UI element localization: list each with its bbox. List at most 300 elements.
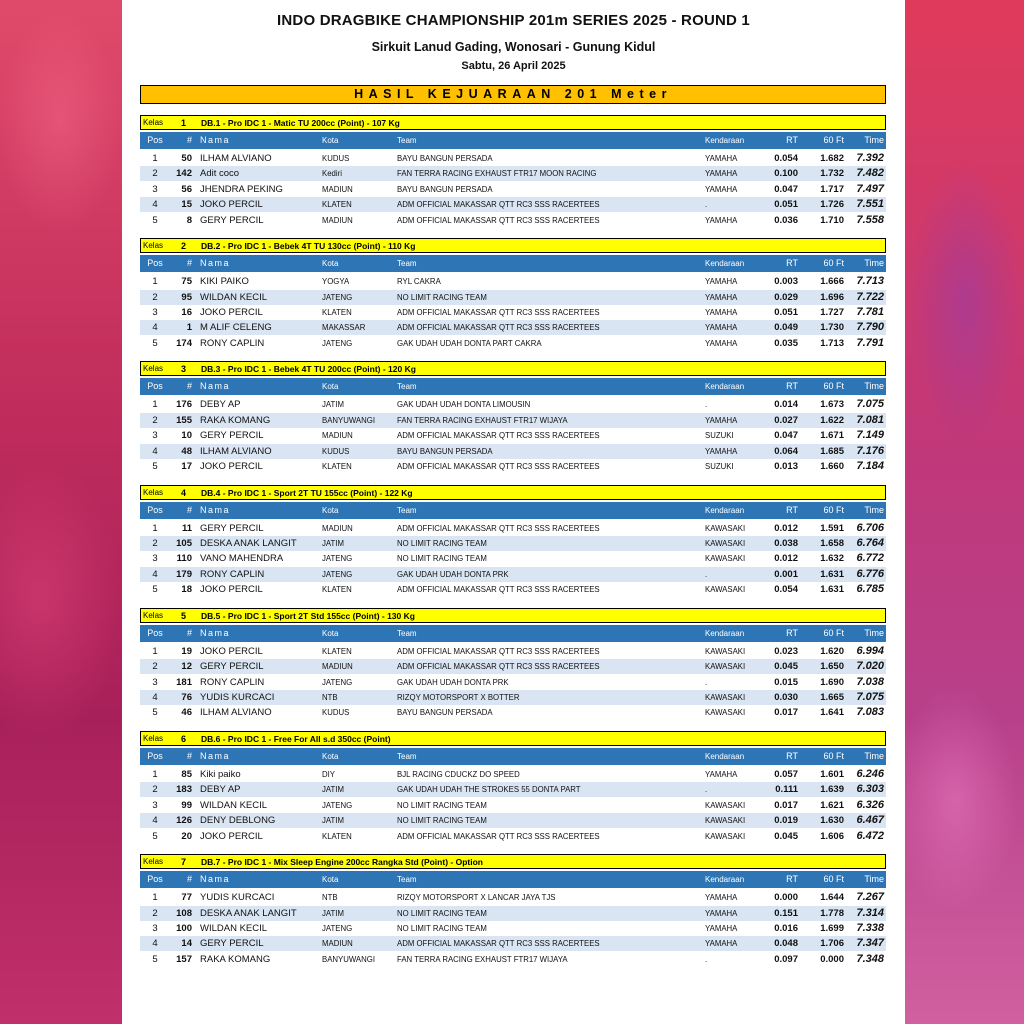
cell-kendaraan: . (705, 785, 708, 795)
table-header (140, 502, 886, 519)
cell-name: WILDAN KECIL (200, 799, 268, 811)
class-label: Kelas (143, 241, 164, 251)
cell-kendaraan: YAMAHA (705, 277, 738, 287)
cell-time: 7.482 (856, 167, 884, 180)
cell-team: ADM OFFICIAL MAKASSAR QTT RC3 SSS RACERTEES (397, 200, 600, 210)
table-header (140, 871, 886, 888)
cell-kota: NTB (322, 693, 338, 702)
cell-kota: MADIUN (322, 523, 353, 533)
cell-name: ILHAM ALVIANO (200, 707, 272, 719)
event-date: Sabtu, 26 April 2025 (461, 60, 566, 72)
cell-no: 11 (181, 522, 192, 534)
cell-sixty: 0.000 (820, 953, 844, 965)
cell-rt: 0.100 (774, 168, 798, 180)
cell-pos: 5 (152, 461, 158, 472)
class-header (140, 485, 886, 500)
table-row (140, 151, 886, 166)
cell-no: 56 (181, 183, 192, 195)
cell-no: 183 (176, 784, 192, 796)
cell-name: RONY CAPLIN (200, 676, 265, 688)
column-header-sixty: 60 Ft (823, 751, 844, 761)
cell-time: 7.176 (856, 444, 884, 457)
cell-no: 19 (181, 645, 192, 657)
cell-kendaraan: KAWASAKI (705, 662, 746, 672)
table-row (140, 182, 886, 197)
cell-time: 6.772 (856, 552, 884, 565)
cell-kendaraan: YAMAHA (705, 154, 738, 163)
cell-pos: 4 (152, 568, 158, 580)
results-document (122, 0, 905, 1024)
document-title: INDO DRAGBIKE CHAMPIONSHIP 201m SERIES 2025 - ROUND 1 (277, 12, 750, 29)
cell-rt: 0.023 (774, 645, 798, 657)
cell-no: 105 (176, 538, 192, 549)
cell-no: 174 (176, 337, 192, 349)
cell-rt: 0.019 (774, 815, 798, 827)
cell-time: 7.314 (856, 906, 884, 919)
cell-kota: KLATEN (322, 646, 352, 656)
cell-kendaraan: KAWASAKI (705, 816, 746, 826)
cell-pos: 2 (152, 907, 158, 919)
cell-pos: 1 (152, 645, 158, 657)
cell-no: 16 (181, 307, 192, 318)
cell-name: RAKA KOMANG (200, 953, 271, 965)
class-title: DB.2 - Pro IDC 1 - Bebek 4T TU 130cc (Point) - 110 Kg (201, 241, 416, 252)
cell-team: NO LIMIT RACING TEAM (397, 539, 487, 548)
cell-pos: 2 (152, 538, 158, 549)
column-header-pos: Pos (147, 874, 163, 885)
column-header-no: # (186, 627, 192, 638)
table-row (140, 798, 886, 813)
cell-sixty: 1.641 (820, 707, 844, 719)
cell-no: 157 (176, 953, 192, 965)
cell-team: NO LIMIT RACING TEAM (397, 816, 487, 826)
cell-sixty: 1.639 (820, 784, 844, 796)
cell-sixty: 1.673 (820, 399, 844, 411)
cell-kota: JATENG (322, 677, 353, 687)
cell-kota: JATIM (322, 785, 344, 795)
cell-sixty: 1.713 (820, 337, 844, 349)
cell-team: ADM OFFICIAL MAKASSAR QTT RC3 SSS RACERTEES (397, 939, 600, 949)
cell-sixty: 1.682 (820, 153, 844, 164)
table-row (140, 567, 886, 582)
cell-kendaraan: SUZUKI (705, 431, 734, 441)
cell-time: 6.326 (856, 798, 884, 811)
cell-name: RONY CAPLIN (200, 568, 265, 580)
column-header-no: # (186, 751, 192, 761)
cell-rt: 0.111 (775, 784, 798, 796)
cell-team: NO LIMIT RACING TEAM (397, 292, 487, 302)
cell-kota: KUDUS (322, 708, 350, 718)
cell-time: 7.338 (856, 922, 884, 934)
table-header (140, 378, 886, 395)
cell-time: 6.246 (856, 768, 884, 780)
column-header-rt: RT (786, 627, 798, 638)
cell-name: YUDIS KURCACI (200, 892, 275, 904)
cell-name: ILHAM ALVIANO (200, 445, 272, 457)
class-header (140, 608, 886, 623)
cell-team: GAK UDAH UDAH DONTA PRK (397, 677, 509, 687)
cell-kota: JATENG (322, 800, 353, 810)
cell-kota: MADIUN (322, 431, 353, 441)
background-right (905, 0, 1024, 1024)
cell-kendaraan: SUZUKI (705, 462, 734, 471)
cell-pos: 3 (152, 799, 158, 811)
cell-sixty: 1.622 (820, 414, 844, 426)
cell-kendaraan: YAMAHA (705, 924, 738, 933)
cell-name: YUDIS KURCACI (200, 692, 275, 703)
cell-team: BJL RACING CDUCKZ DO SPEED (397, 770, 520, 779)
cell-kota: Kediri (322, 169, 342, 179)
cell-time: 7.791 (856, 336, 884, 349)
cell-no: 8 (186, 214, 192, 226)
cell-team: FAN TERRA RACING EXHAUST FTR17 MOON RACING (397, 169, 597, 179)
cell-team: GAK UDAH UDAH DONTA LIMOUSIN (397, 400, 531, 410)
cell-time: 7.722 (856, 290, 884, 303)
cell-sixty: 1.665 (820, 692, 844, 703)
venue: Sirkuit Lanud Gading, Wonosari - Gunung Kidul (371, 40, 656, 54)
cell-kendaraan: KAWASAKI (705, 523, 746, 533)
cell-kendaraan: YAMAHA (705, 770, 738, 779)
cell-sixty: 1.685 (820, 445, 844, 457)
cell-no: 76 (181, 692, 192, 703)
cell-pos: 3 (152, 553, 158, 565)
cell-kota: DIY (322, 770, 335, 779)
table-row (140, 936, 886, 951)
cell-kota: JATIM (322, 816, 344, 826)
cell-kota: JATENG (322, 338, 353, 348)
column-header-pos: Pos (147, 504, 163, 515)
cell-team: ADM OFFICIAL MAKASSAR QTT RC3 SSS RACERTEES (397, 646, 600, 656)
column-header-rt: RT (786, 504, 798, 515)
cell-time: 6.764 (856, 537, 884, 549)
cell-rt: 0.047 (774, 183, 798, 195)
column-header-team: Team (397, 875, 417, 885)
cell-sixty: 1.730 (820, 322, 844, 334)
results-banner: HASIL KEJUARAAN 201 Meter (140, 85, 886, 104)
cell-sixty: 1.606 (820, 830, 844, 842)
cell-team: RIZQY MOTORSPORT X BOTTER (397, 693, 520, 702)
column-header-team: Team (397, 505, 417, 515)
table-row (140, 921, 886, 936)
cell-pos: 4 (152, 445, 158, 457)
class-number: 6 (181, 734, 187, 744)
table-row (140, 336, 886, 351)
cell-name: VANO MAHENDRA (200, 553, 284, 565)
cell-team: FAN TERRA RACING EXHAUST FTR17 WIJAYA (397, 415, 568, 425)
cell-pos: 2 (152, 661, 158, 673)
cell-rt: 0.064 (774, 445, 798, 457)
cell-time: 7.392 (856, 152, 884, 164)
table-row (140, 320, 886, 335)
cell-sixty: 1.632 (820, 553, 844, 565)
cell-sixty: 1.601 (820, 769, 844, 780)
cell-time: 7.558 (856, 213, 884, 226)
cell-time: 7.038 (856, 675, 884, 688)
column-header-sixty: 60 Ft (823, 874, 844, 885)
cell-pos: 4 (152, 199, 158, 211)
cell-name: JOKO PERCIL (200, 461, 263, 472)
cell-kota: KLATEN (322, 831, 352, 841)
table-row (140, 705, 886, 720)
cell-name: JOKO PERCIL (200, 307, 263, 318)
table-header (140, 132, 886, 149)
column-header-no: # (186, 504, 192, 515)
column-header-name: Nama (200, 874, 231, 885)
class-title: DB.5 - Pro IDC 1 - Sport 2T Std 155cc (Point) - 130 Kg (201, 610, 415, 621)
cell-rt: 0.027 (774, 414, 798, 426)
column-header-kendaraan: Kendaraan (705, 259, 745, 269)
cell-rt: 0.045 (774, 830, 798, 842)
cell-rt: 0.036 (774, 214, 798, 226)
cell-team: ADM OFFICIAL MAKASSAR QTT RC3 SSS RACERTEES (397, 523, 600, 533)
class-label: Kelas (143, 364, 164, 374)
cell-name: ILHAM ALVIANO (200, 153, 272, 164)
column-header-kendaraan: Kendaraan (705, 875, 745, 885)
cell-kota: BANYUWANGI (322, 954, 375, 964)
table-row (140, 890, 886, 905)
cell-kendaraan: YAMAHA (705, 323, 738, 333)
column-header-sixty: 60 Ft (823, 381, 844, 392)
class-header (140, 115, 886, 130)
cell-rt: 0.001 (774, 568, 798, 580)
column-header-kendaraan: Kendaraan (705, 505, 745, 515)
column-header-pos: Pos (147, 135, 163, 145)
cell-name: GERY PERCIL (200, 214, 264, 226)
cell-time: 6.303 (856, 783, 884, 796)
cell-time: 7.184 (856, 460, 884, 472)
cell-name: RONY CAPLIN (200, 337, 265, 349)
cell-kota: JATIM (322, 539, 344, 548)
cell-kota: KLATEN (322, 200, 352, 210)
cell-sixty: 1.726 (820, 199, 844, 211)
column-header-sixty: 60 Ft (823, 135, 844, 145)
cell-kendaraan: YAMAHA (705, 338, 738, 348)
cell-time: 7.083 (856, 706, 884, 719)
class-label: Kelas (143, 857, 164, 867)
cell-kota: KUDUS (322, 154, 350, 163)
cell-no: 17 (181, 461, 192, 472)
cell-pos: 5 (152, 214, 158, 226)
cell-name: RAKA KOMANG (200, 414, 271, 426)
class-header (140, 238, 886, 253)
background-left (0, 0, 122, 1024)
table-row (140, 413, 886, 428)
table-row (140, 582, 886, 597)
cell-kota: BANYUWANGI (322, 415, 375, 425)
cell-time: 7.348 (856, 952, 884, 965)
cell-team: BAYU BANGUN PERSADA (397, 446, 493, 456)
cell-pos: 4 (152, 322, 158, 334)
cell-name: GERY PERCIL (200, 430, 264, 442)
cell-team: NO LIMIT RACING TEAM (397, 554, 487, 564)
cell-rt: 0.012 (774, 553, 798, 565)
column-header-kota: Kota (322, 382, 339, 392)
class-title: DB.1 - Pro IDC 1 - Matic TU 200cc (Point) - 107 Kg (201, 118, 400, 128)
cell-pos: 1 (152, 399, 158, 411)
column-header-team: Team (397, 752, 417, 761)
cell-time: 6.785 (856, 583, 884, 596)
column-header-pos: Pos (147, 751, 163, 761)
cell-kendaraan: KAWASAKI (705, 708, 746, 718)
cell-sixty: 1.671 (820, 430, 844, 442)
cell-sixty: 1.660 (820, 461, 844, 472)
class-title: DB.7 - Pro IDC 1 - Mix Sleep Engine 200cc Rangka Std (Point) - Option (201, 857, 483, 868)
cell-no: 155 (176, 414, 192, 426)
column-header-no: # (186, 874, 192, 885)
cell-kendaraan: YAMAHA (705, 893, 738, 903)
cell-sixty: 1.631 (820, 568, 844, 580)
cell-pos: 2 (152, 414, 158, 426)
cell-time: 6.776 (856, 567, 884, 580)
class-number: 7 (181, 857, 187, 868)
cell-no: 75 (181, 276, 192, 288)
column-header-kendaraan: Kendaraan (705, 136, 745, 145)
class-header (140, 361, 886, 376)
cell-rt: 0.054 (774, 584, 798, 596)
cell-rt: 0.000 (774, 892, 798, 904)
column-header-time: Time (864, 258, 884, 269)
cell-kota: MADIUN (322, 215, 353, 225)
class-number: 1 (181, 118, 187, 128)
cell-time: 7.075 (856, 691, 884, 703)
cell-time: 7.267 (856, 891, 884, 904)
cell-name: JHENDRA PEKING (200, 183, 283, 195)
column-header-kota: Kota (322, 875, 339, 885)
column-header-team: Team (397, 259, 417, 269)
cell-time: 7.713 (856, 275, 884, 288)
cell-name: GERY PERCIL (200, 938, 264, 950)
cell-no: 20 (181, 830, 192, 842)
cell-rt: 0.016 (774, 923, 798, 934)
column-header-sixty: 60 Ft (823, 258, 844, 269)
cell-pos: 5 (152, 337, 158, 349)
cell-kendaraan: . (705, 200, 708, 210)
cell-kendaraan: . (705, 400, 708, 410)
cell-pos: 1 (152, 153, 158, 164)
cell-kota: KLATEN (322, 308, 352, 317)
cell-sixty: 1.630 (820, 815, 844, 827)
cell-pos: 1 (152, 892, 158, 904)
cell-kota: MADIUN (322, 662, 353, 672)
cell-no: 48 (181, 445, 192, 457)
cell-name: JOKO PERCIL (200, 645, 263, 657)
cell-name: JOKO PERCIL (200, 584, 263, 596)
cell-kendaraan: KAWASAKI (705, 693, 746, 702)
table-row (140, 521, 886, 536)
column-header-time: Time (864, 751, 884, 761)
cell-no: 181 (176, 676, 192, 688)
cell-sixty: 1.644 (820, 892, 844, 904)
cell-sixty: 1.727 (820, 307, 844, 318)
cell-kota: JATIM (322, 908, 344, 918)
cell-time: 7.081 (856, 413, 884, 426)
column-header-pos: Pos (147, 258, 163, 269)
cell-rt: 0.048 (774, 938, 798, 950)
column-header-kota: Kota (322, 505, 339, 515)
cell-rt: 0.035 (774, 337, 798, 349)
table-row (140, 906, 886, 921)
cell-team: ADM OFFICIAL MAKASSAR QTT RC3 SSS RACERTEES (397, 323, 600, 333)
cell-no: 15 (181, 199, 192, 211)
class-number: 3 (181, 364, 187, 375)
cell-kendaraan: KAWASAKI (705, 800, 746, 810)
cell-rt: 0.017 (774, 799, 798, 811)
cell-rt: 0.030 (774, 692, 798, 703)
column-header-no: # (186, 381, 192, 392)
table-row (140, 690, 886, 705)
cell-team: FAN TERRA RACING EXHAUST FTR17 WIJAYA (397, 954, 568, 964)
cell-no: 179 (176, 568, 192, 580)
cell-name: JOKO PERCIL (200, 199, 263, 211)
cell-pos: 5 (152, 953, 158, 965)
cell-team: ADM OFFICIAL MAKASSAR QTT RC3 SSS RACERTEES (397, 308, 600, 317)
cell-kendaraan: YAMAHA (705, 446, 738, 456)
cell-pos: 4 (152, 938, 158, 950)
column-header-kendaraan: Kendaraan (705, 382, 745, 392)
table-row (140, 166, 886, 181)
cell-kota: JATENG (322, 292, 353, 302)
cell-rt: 0.151 (774, 907, 798, 919)
column-header-pos: Pos (147, 381, 163, 392)
column-header-kota: Kota (322, 259, 339, 269)
cell-no: 176 (176, 399, 192, 411)
cell-sixty: 1.717 (820, 183, 844, 195)
cell-sixty: 1.696 (820, 291, 844, 303)
column-header-rt: RT (786, 135, 798, 145)
column-header-name: Nama (200, 381, 231, 392)
cell-kendaraan: YAMAHA (705, 215, 738, 225)
cell-no: 126 (176, 815, 192, 827)
table-row (140, 644, 886, 659)
table-header (140, 255, 886, 272)
class-header (140, 731, 886, 746)
table-row (140, 397, 886, 412)
cell-kendaraan: YAMAHA (705, 292, 738, 302)
cell-pos: 5 (152, 707, 158, 719)
cell-pos: 5 (152, 830, 158, 842)
cell-kendaraan: YAMAHA (705, 939, 738, 949)
column-header-kota: Kota (322, 628, 339, 638)
cell-time: 6.467 (856, 814, 884, 827)
cell-no: 1 (186, 322, 192, 334)
cell-no: 100 (176, 923, 192, 934)
cell-kendaraan: KAWASAKI (705, 646, 746, 656)
cell-rt: 0.051 (774, 199, 798, 211)
cell-time: 7.347 (856, 937, 884, 950)
table-row (140, 675, 886, 690)
cell-kendaraan: . (705, 677, 708, 687)
cell-name: GERY PERCIL (200, 661, 264, 673)
cell-name: GERY PERCIL (200, 522, 264, 534)
cell-time: 7.075 (856, 398, 884, 411)
cell-name: WILDAN KECIL (200, 291, 268, 303)
table-row (140, 536, 886, 551)
class-number: 2 (181, 241, 187, 252)
cell-team: ADM OFFICIAL MAKASSAR QTT RC3 SSS RACERTEES (397, 431, 600, 441)
column-header-time: Time (864, 135, 884, 145)
column-header-sixty: 60 Ft (823, 504, 844, 515)
cell-sixty: 1.732 (820, 168, 844, 180)
cell-kendaraan: . (705, 569, 708, 579)
table-header (140, 748, 886, 765)
column-header-no: # (186, 135, 192, 145)
class-label: Kelas (143, 487, 164, 497)
cell-name: Adit coco (200, 168, 240, 180)
cell-pos: 1 (152, 276, 158, 288)
column-header-time: Time (864, 504, 884, 515)
column-header-rt: RT (786, 751, 798, 761)
cell-pos: 4 (152, 815, 158, 827)
